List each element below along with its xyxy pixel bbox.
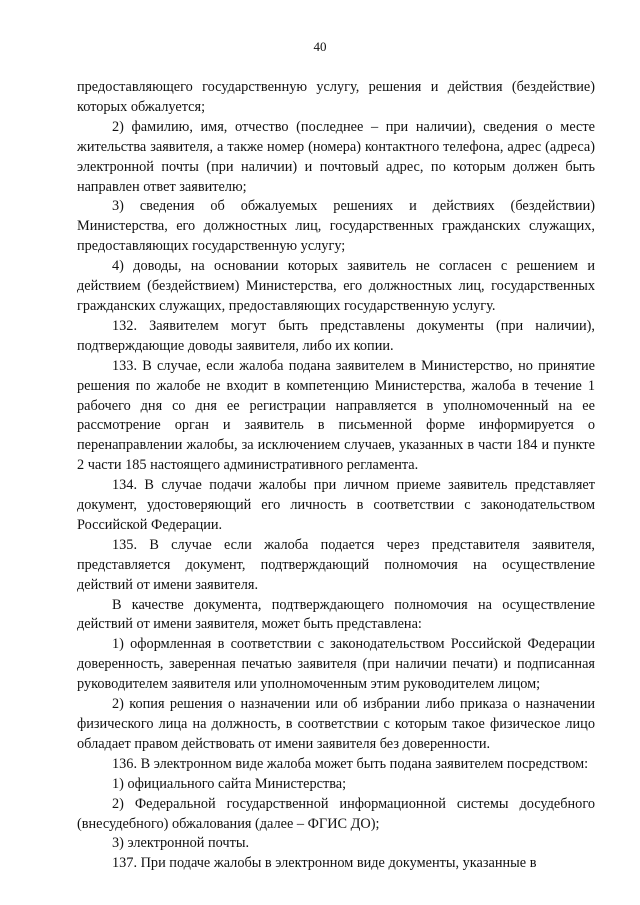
paragraph-133: 133. В случае, если жалоба подана заявителем в Министерство, но принятие решения по жалобе не входит в компетенцию Министерства, жалоба в течение 1 рабочего дня со дня ее регистрации направляется в уполномоченный на ее рассмотрение орган и заявитель в письменной форме информируется о перенаправлении жалобы, за исключением случаев, указанных в части 184 и пункте 2 части 185 настоящего административного регламента. — [77, 357, 595, 474]
paragraph-137: 137. При подаче жалобы в электронном виде документы, указанные в — [112, 855, 537, 872]
paragraph-item-4: 4) доводы, на основании которых заявитель не согласен с решением и действием (бездействием) Министерства, его должностных лиц, государственных гражданских служащих, предоставляющих государственную услугу. — [77, 258, 595, 314]
paragraph-continuation: предоставляющего государственную услугу, решения и действия (бездействие) которых обжалуется; — [77, 79, 595, 115]
document-body — [77, 78, 595, 874]
paragraph-item-3: 3) сведения об обжалуемых решениях и действиях (бездействии) Министерства, его должностных лиц, государственных гражданских служащих, предоставляющих государственную услугу; — [77, 198, 595, 255]
paragraph-132: 132. Заявителем могут быть представлены документы (при наличии), подтверждающие доводы заявителя, либо их копии. — [77, 317, 595, 354]
paragraph-135: 135. В случае если жалоба подается через представителя заявителя, представляется документ, подтверждающий полномочия на осуществление действий от имени заявителя. — [77, 536, 595, 593]
paragraph-authority-document: В качестве документа, подтверждающего полномочия на осуществление действий от имени заявителя, может быть представлена: — [77, 596, 595, 633]
paragraph-134: 134. В случае подачи жалобы при личном приеме заявитель представляет документ, удостоверяющий его личность в соответствии с законодательством Российской Федерации. — [77, 477, 595, 533]
paragraph-authority-item-1: 1) оформленная в соответствии с законодательством Российской Федерации доверенность, заверенная печатью заявителя (при наличии печати) и подписанная руководителем заявителя или уполномоченным этим руководителем лицом; — [77, 636, 595, 693]
paragraph-channel-item-3: 3) электронной почты. — [112, 835, 250, 852]
paragraph-channel-item-1: 1) официального сайта Министерства; — [112, 775, 347, 792]
paragraph-item-2: 2) фамилию, имя, отчество (последнее – при наличии), сведения о месте жительства заявителя, а также номер (номера) контактного телефона, адрес (адреса) электронной почты (при наличии) и почтовый адрес, по которым должен быть направлен ответ заявителю; — [77, 118, 595, 195]
paragraph-136: 136. В электронном виде жалоба может быть подана заявителем посредством: — [112, 755, 589, 772]
paragraph-channel-item-2: 2) Федеральной государственной информационной системы досудебного (внесудебного) обжалования (далее – ФГИС ДО); — [77, 795, 595, 832]
page-number: 40 — [313, 39, 327, 54]
paragraph-authority-item-2: 2) копия решения о назначении или об избрании либо приказа о назначении физического лица на должность, в соответствии с которым такое физическое лицо обладает правом действовать от имени заявителя без доверенности. — [77, 696, 595, 752]
